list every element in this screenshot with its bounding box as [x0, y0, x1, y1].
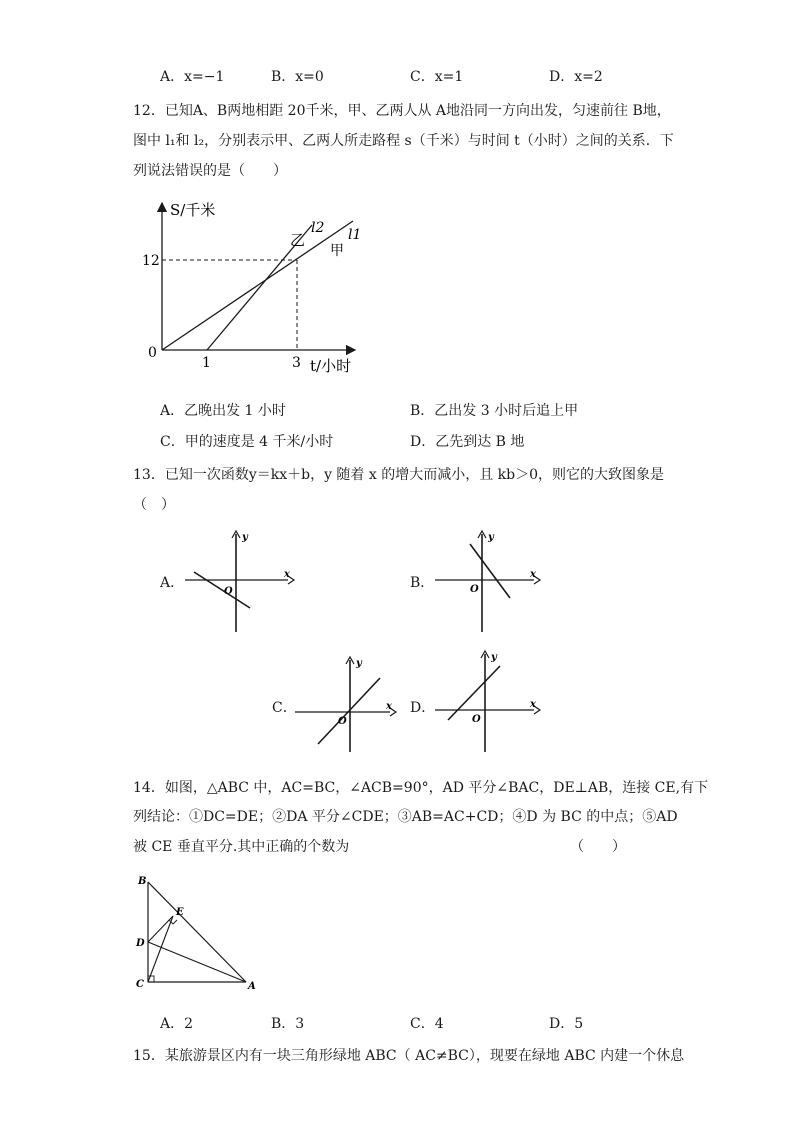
q13-stem-line1: 13．已知一次函数y＝kx＋b，y 随着 x 的增大而减小，且 kb＞0，则它的大致图象是 [133, 467, 665, 483]
svg-text:D: D [136, 938, 145, 949]
q15-stem-line1: 15．某旅游景区内有一块三角形绿地 ABC（ AC≠BC），现要在绿地 ABC 内建一个休息 [133, 1048, 685, 1064]
q13-label-c: C． [272, 700, 297, 716]
q14-option-b: B．3 [271, 1016, 305, 1032]
q12-option-d: D．乙先到达 B 地 [410, 434, 525, 450]
svg-text:O: O [224, 586, 233, 597]
q12-option-c: C．甲的速度是 4 千米/小时 [160, 434, 334, 450]
svg-text:x: x [530, 699, 536, 710]
x-axis-label: t/小时 [310, 357, 352, 375]
svg-text:B: B [138, 876, 147, 887]
q13-label-d: D． [410, 700, 436, 716]
q14-triangle-figure [128, 870, 268, 995]
y-tick-12: 12 [142, 253, 160, 269]
q14-answer-paren: （ ） [570, 839, 626, 855]
svg-text:x: x [386, 701, 392, 712]
q13-graph-a [180, 528, 300, 638]
q13-graph-c [290, 652, 410, 757]
q12-stem-line1: 12．已知A、B两地相距 20千米，甲、乙两人从 A地沿同一方向出发，匀速前往 B地， [133, 103, 671, 119]
svg-text:y: y [488, 532, 494, 543]
svg-text:O: O [472, 714, 481, 725]
x-tick-1: 1 [202, 355, 211, 371]
svg-text:O: O [470, 584, 479, 595]
q12-option-a: A．乙晚出发 1 小时 [160, 403, 286, 419]
q12-distance-time-graph [140, 195, 380, 380]
svg-text:x: x [284, 569, 290, 580]
svg-text:x: x [530, 569, 536, 580]
svg-text:y: y [356, 658, 362, 669]
line-l1 [162, 221, 353, 350]
q14-option-a: A．2 [160, 1016, 194, 1032]
label-l2: l2 [311, 220, 325, 236]
q13-label-a: A． [160, 575, 185, 591]
svg-text:y: y [242, 532, 248, 543]
q13-stem-line2: （ ） [133, 497, 175, 513]
q14-stem-line1: 14．如图，△ABC 中，AC=BC，∠ACB=90°，AD 平分∠BAC，DE⊥AB，连接 CE,有下 [133, 780, 709, 796]
q13-label-b: B． [410, 575, 435, 591]
svg-text:C: C [136, 979, 144, 990]
q11-option-c: C．x=1 [410, 69, 464, 85]
origin-label: 0 [148, 345, 157, 361]
label-jia: 甲 [330, 243, 344, 259]
q12-stem-line3: 列说法错误的是（ ） [133, 163, 287, 179]
y-axis-label: S/千米 [170, 201, 216, 219]
q11-option-d: D．x=2 [549, 69, 603, 85]
q11-option-b: B．x=0 [271, 69, 324, 85]
svg-text:O: O [338, 716, 347, 727]
q14-option-c: C．4 [410, 1016, 444, 1032]
q14-option-d: D．5 [549, 1016, 584, 1032]
x-tick-3: 3 [292, 355, 301, 371]
svg-text:A: A [248, 981, 256, 992]
q12-option-b: B．乙出发 3 小时后追上甲 [410, 403, 579, 419]
svg-text:E: E [176, 907, 184, 918]
q14-stem-line2: 列结论：①DC=DE；②DA 平分∠CDE；③AB=AC+CD；④D 为 BC 的中点；⑤AD [133, 809, 678, 825]
q14-stem-line3: 被 CE 垂直平分.其中正确的个数为 [133, 839, 350, 855]
q13-graph-d [430, 648, 550, 758]
label-l1: l1 [348, 227, 362, 243]
q11-option-a: A．x=−1 [160, 69, 225, 85]
q13-graph-b [430, 528, 550, 638]
q12-stem-line2: 图中 l₁和 l₂，分别表示甲、乙两人所走路程 s（千米）与时间 t（小时）之间的关系．下 [133, 133, 674, 149]
label-yi: 乙 [290, 231, 306, 249]
svg-text:y: y [491, 652, 497, 663]
